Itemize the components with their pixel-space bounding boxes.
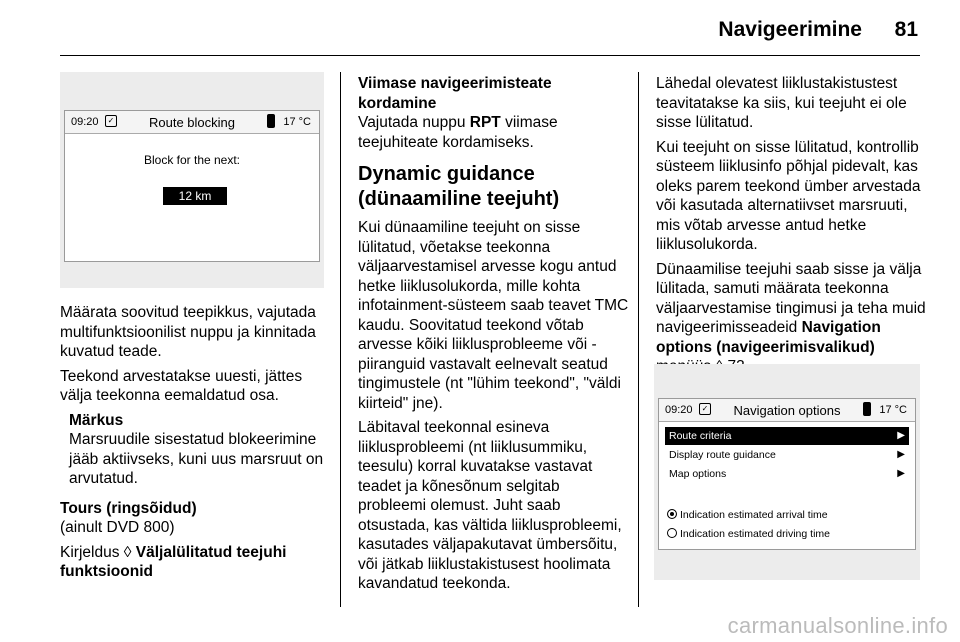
chevron-right-icon: ▶ xyxy=(897,449,905,460)
menu-item-display-route-guidance[interactable] xyxy=(665,446,909,464)
clock-icon: ✓ xyxy=(699,403,711,415)
text-fragment: Vajutada nuppu xyxy=(358,114,466,131)
section-heading-repeat: Viimase navigeerimisteate kordamine xyxy=(358,75,552,112)
paragraph: Kui dünaamiline teejuht on sisse lülitatud, võetakse teekonna väljaarvestamisel arvesse kogu antud hetke liiklusolukorda, mille kohta infotainment-süsteem saab teavet TMC kaudu. Soovitatud teekond võtab arvesse kõiki liiklusprobleeme või -piiranguid vastavalt eelnevalt seatud tingimustele (nt "lühim teekond", "väldi kiirteid" jne). xyxy=(358,219,629,412)
header-rule xyxy=(60,55,920,56)
status-bar xyxy=(65,111,319,134)
paragraph: Teekond arvestatakse uuesti, jättes välja teekonna eemaldatud osa. xyxy=(60,367,303,404)
figure-navigation-options xyxy=(654,364,920,580)
clock-time: 09:20 xyxy=(665,404,693,416)
thermometer-icon xyxy=(267,114,275,128)
paragraph xyxy=(656,260,926,377)
tours-subtitle: (ainult DVD 800) xyxy=(60,519,175,536)
section-heading-dynamic: Dynamic guidance (dünaamiline teejuht) xyxy=(358,163,560,210)
paragraph: Määrata soovitud teepikkus, vajutada multifunktsioonilist nuppu ja kinnitada kuvatud teade. xyxy=(60,304,316,360)
paragraph xyxy=(358,113,630,152)
menu-item-label: Display route guidance xyxy=(669,449,776,461)
menu-item-route-criteria[interactable] xyxy=(665,427,909,445)
page-number: 81 xyxy=(894,18,918,41)
screen-route-blocking xyxy=(64,110,320,262)
paragraph: Kui teejuht on sisse lülitatud, kontrollib süsteem liiklusinfo põhjal pidevalt, kas oleks parem teekond ümber arvestada või kasutada alternatiivset marsruuti, mis võtab arvesse antud hetke liiklusolukorda. xyxy=(656,138,921,253)
note-box xyxy=(60,411,330,489)
radio-driving-time[interactable] xyxy=(667,526,830,542)
radio-label: Indication estimated driving time xyxy=(680,528,830,540)
screen-navigation-options xyxy=(658,398,916,550)
radio-selected-icon xyxy=(667,509,677,519)
column-divider-2 xyxy=(638,72,639,607)
figure-route-blocking xyxy=(60,72,324,288)
watermark: carmanualsonline.info xyxy=(727,613,948,638)
block-label: Block for the next: xyxy=(143,153,241,167)
chevron-right-icon: ▶ xyxy=(897,430,905,441)
clock-icon: ✓ xyxy=(105,115,117,127)
note-heading: Märkus xyxy=(69,411,124,429)
text-fragment: viimase teejuhiteate kordamiseks. xyxy=(358,114,558,151)
paragraph: Läbitaval teekonnal esineva liiklusprobleemi (nt liiklusummiku, teesulu) korral kuvatakse vastavat teadet ja kõnesõnum selgitab probleemi olemust. Juht saab otsustada, kas vältida liiklusprobleemi, kasutades väljapakutavat ümbersõitu, või jätkab liiklustakistusest hoolimata kavandatud teekonda. xyxy=(358,419,622,592)
section-heading-tours: Tours (ringsõidud) xyxy=(60,499,197,517)
status-bar xyxy=(659,399,915,422)
menu-item-label: Route criteria xyxy=(669,430,732,442)
column-divider-1 xyxy=(340,72,341,607)
desc-prefix: Kirjeldus xyxy=(60,543,120,561)
screen-title: Navigation options xyxy=(733,403,841,418)
rpt-button-ref: RPT xyxy=(469,114,501,131)
text-fragment: Dünaamilise teejuhi saab sisse ja välja lülitada, samuti määrata teekonna väljaarvestamise tingimusi ja teha muid navigeerimisseadeid xyxy=(656,260,926,336)
temperature: 17 °C xyxy=(879,404,907,416)
reference-arrow-icon: ◊ xyxy=(123,543,132,561)
radio-arrival-time[interactable] xyxy=(667,507,828,523)
clock-time: 09:20 xyxy=(71,116,99,128)
note-text: Marsruudile sisestatud blokeerimine jääb aktiivseks, kuni uus marsruut on arvutatud. xyxy=(69,431,324,487)
thermometer-icon xyxy=(863,402,871,416)
menu-item-map-options[interactable] xyxy=(665,465,909,483)
column-1 xyxy=(60,303,330,587)
distance-value[interactable]: 12 km xyxy=(163,187,227,205)
paragraph: Lähedal olevatest liiklustakistustest teavitatakse ka siis, kui teejuht ei ole sisse lülitatud. xyxy=(656,75,907,131)
radio-unselected-icon xyxy=(667,528,677,538)
column-2 xyxy=(358,74,630,599)
navigation-options-link[interactable]: Navigation options (navigeerimisvalikud) xyxy=(656,319,881,356)
menu-item-label: Map options xyxy=(669,468,727,480)
desc-link[interactable]: Väljalülitatud teejuhi funktsioonid xyxy=(60,543,287,580)
page-header xyxy=(0,0,960,40)
description-ref xyxy=(60,543,330,582)
chevron-right-icon: ▶ xyxy=(897,468,905,479)
temperature: 17 °C xyxy=(283,116,311,128)
radio-label: Indication estimated arrival time xyxy=(680,509,828,521)
column-3 xyxy=(656,74,926,382)
page-title: Navigeerimine xyxy=(718,18,862,41)
screen-title: Route blocking xyxy=(149,115,235,130)
